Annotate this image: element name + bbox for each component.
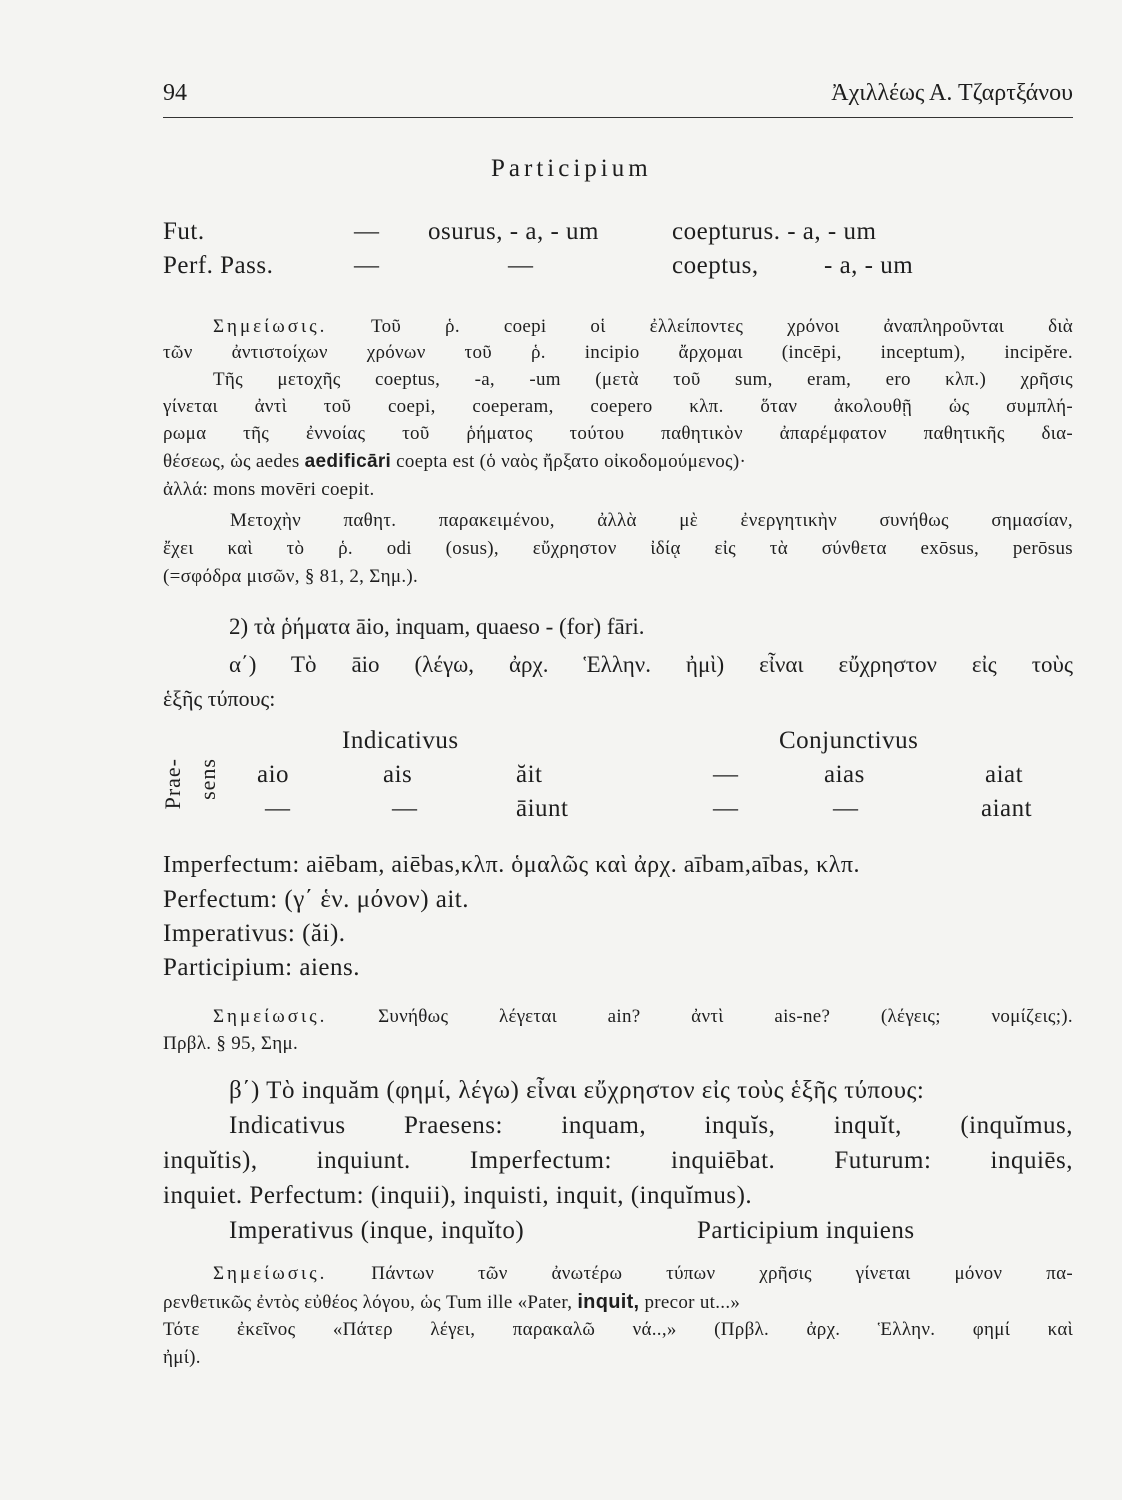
table-cell: aiant xyxy=(981,795,1033,822)
note3-line2-post: precor ut...» xyxy=(644,1292,741,1313)
table-head-conjunctivus: Conjunctivus xyxy=(779,727,919,754)
section-b-line4: inquiet. Perfectum: (inquii), inquisti, inquit, (inquĭmus). xyxy=(163,1182,753,1209)
header-rule xyxy=(163,117,1073,118)
perf-form1: — xyxy=(508,252,534,279)
note1-line4: γίνεται ἀντὶ τοῦ coepi, coeperam, coepero κλπ. ὅταν ἀκολουθῇ ὡς συμπλή- xyxy=(163,396,1073,417)
form-perfectum: Perfectum: (γ΄ ἑν. μόνον) ait. xyxy=(163,886,470,913)
note1-line2: τῶν ἀντιστοίχων χρόνων τοῦ ῥ. incipio ἄρχομαι (incēpi, inceptum), incipĕre. xyxy=(163,342,1073,363)
table-cell: aiat xyxy=(985,761,1024,788)
note3-line2-bold: inquit, xyxy=(577,1291,640,1313)
section-b-line2: Indicativus Praesens: inquam, inquĭs, inquĭt, (inquĭmus, xyxy=(229,1112,1073,1139)
table-cell: āiunt xyxy=(516,795,569,822)
note1-label: Σημείωσις. xyxy=(213,316,328,337)
table-cell: aias xyxy=(824,761,865,788)
table-row-label-sens: sens xyxy=(195,758,220,800)
table-head-indicativus: Indicativus xyxy=(342,727,459,754)
note2-line2: Πρβλ. § 95, Σημ. xyxy=(163,1033,299,1054)
section2-a-line1: α΄) Τὸ āio (λέγω, ἀρχ. Ἑλλην. ἠμὶ) εἶναι εὔχρηστον εἰς τοὺς xyxy=(229,652,1073,677)
note1-line7: ἀλλά: mons movēri coepit. xyxy=(163,479,375,500)
section-b-line3: inquĭtis), inquiunt. Imperfectum: inquiēbat. Futurum: inquiēs, xyxy=(163,1147,1073,1174)
note3-line4: ἠμί). xyxy=(163,1347,201,1368)
note1-line6 xyxy=(163,451,1073,473)
section-b-participium: Participium inquiens xyxy=(697,1217,915,1244)
table-cell: — xyxy=(713,795,739,822)
note1-line6-bold: aedificāri xyxy=(304,451,392,472)
note2-label: Σημείωσις. xyxy=(213,1006,328,1027)
note2-line1 xyxy=(213,1006,1073,1028)
note1-line8: Μετοχὴν παθητ. παρακειμένου, ἀλλὰ μὲ ἐνεργητικὴν συνήθως σημασίαν, xyxy=(230,510,1073,531)
note2-text1: Συνήθως λέγεται ain? ἀντὶ ais-ne? (λέγεις; νομίζεις;). xyxy=(378,1006,1073,1027)
fut-form2: coepturus. - a, - um xyxy=(672,218,877,245)
table-cell: — xyxy=(392,795,418,822)
table-cell: ăit xyxy=(516,761,543,788)
fut-label: Fut. xyxy=(163,218,205,245)
table-cell: — xyxy=(713,761,739,788)
perf-form2a: coeptus, xyxy=(672,252,759,279)
note3-label: Σημείωσις. xyxy=(213,1263,328,1284)
form-participium: Participium: aiens. xyxy=(163,954,360,981)
table-row-label-prae: Prae- xyxy=(160,758,185,810)
note3-line2 xyxy=(163,1291,1073,1314)
section-b-imperativus: Imperativus (inque, inquĭto) xyxy=(229,1217,525,1244)
perf-pass-label: Perf. Pass. xyxy=(163,252,274,279)
perf-form2b: - a, - um xyxy=(824,252,914,279)
form-imperfectum: Imperfectum: aiēbam, aiēbas,κλπ. ὁμαλῶς καὶ ἀρχ. aībam,aības, κλπ. xyxy=(163,852,861,878)
page-number: 94 xyxy=(163,80,187,106)
note1-text1: Τοῦ ῥ. coepi οἱ ἐλλείποντες χρόνοι ἀναπληροῦνται διὰ xyxy=(371,316,1073,337)
fut-dash: — xyxy=(354,218,380,245)
note1-line10: (=σφόδρα μισῶν, § 81, 2, Σημ.). xyxy=(163,566,419,587)
note1-line6-pre: θέσεως, ὡς aedes xyxy=(163,451,300,472)
note1-line9: ἔχει καὶ τὸ ῥ. odi (osus), εὔχρηστον ἰδίᾳ εἰς τὰ σύνθετα exōsus, perōsus xyxy=(163,538,1073,559)
fut-form1: osurus, - a, - um xyxy=(428,218,599,245)
note3-line3: Τότε ἐκεῖνος «Πάτερ λέγει, παρακαλῶ νά..,» (Πρβλ. ἀρχ. Ἑλλην. φημί καὶ xyxy=(163,1319,1073,1340)
note1-line5: ρωμα τῆς ἐννοίας τοῦ ῥήματος τούτου παθητικὸν ἀπαρέμφατον παθητικῆς δια- xyxy=(163,423,1073,444)
note3-line2-pre: ρενθετικῶς ἐντὸς εὐθέος λόγου, ὡς Tum ille «Pater, xyxy=(163,1292,573,1313)
note3-line1 xyxy=(213,1263,1073,1285)
running-header-author: Ἀχιλλέως Α. Τζαρτξάνου xyxy=(831,80,1073,106)
note1-line6-post: coepta est (ὁ ναὸς ἤρξατο οἰκοδομούμενος)· xyxy=(396,451,747,472)
section2-heading: 2) τὰ ῥήματα āio, inquam, quaeso - (for) fāri. xyxy=(229,614,645,639)
section-b-line1: β΄) Τὸ inquăm (φημί, λέγω) εἶναι εὔχρηστον εἰς τοὺς ἑξῆς τύπους: xyxy=(229,1077,925,1104)
participium-title: Participium xyxy=(491,155,652,182)
table-cell: — xyxy=(265,795,291,822)
note1-line1 xyxy=(213,316,1073,338)
note3-text1: Πάντων τῶν ἀνωτέρω τύπων χρῆσις γίνεται μόνον πα- xyxy=(371,1263,1073,1284)
table-cell: ais xyxy=(383,761,413,788)
table-cell: aio xyxy=(257,761,290,788)
note1-line3: Τῆς μετοχῆς coeptus, -a, -um (μετὰ τοῦ sum, eram, ero κλπ.) χρῆσις xyxy=(213,369,1073,390)
table-cell: — xyxy=(833,795,859,822)
section2-a-line2: ἑξῆς τύπους: xyxy=(163,686,276,711)
perf-dash: — xyxy=(354,252,380,279)
form-imperativus: Imperativus: (ăi). xyxy=(163,920,346,947)
